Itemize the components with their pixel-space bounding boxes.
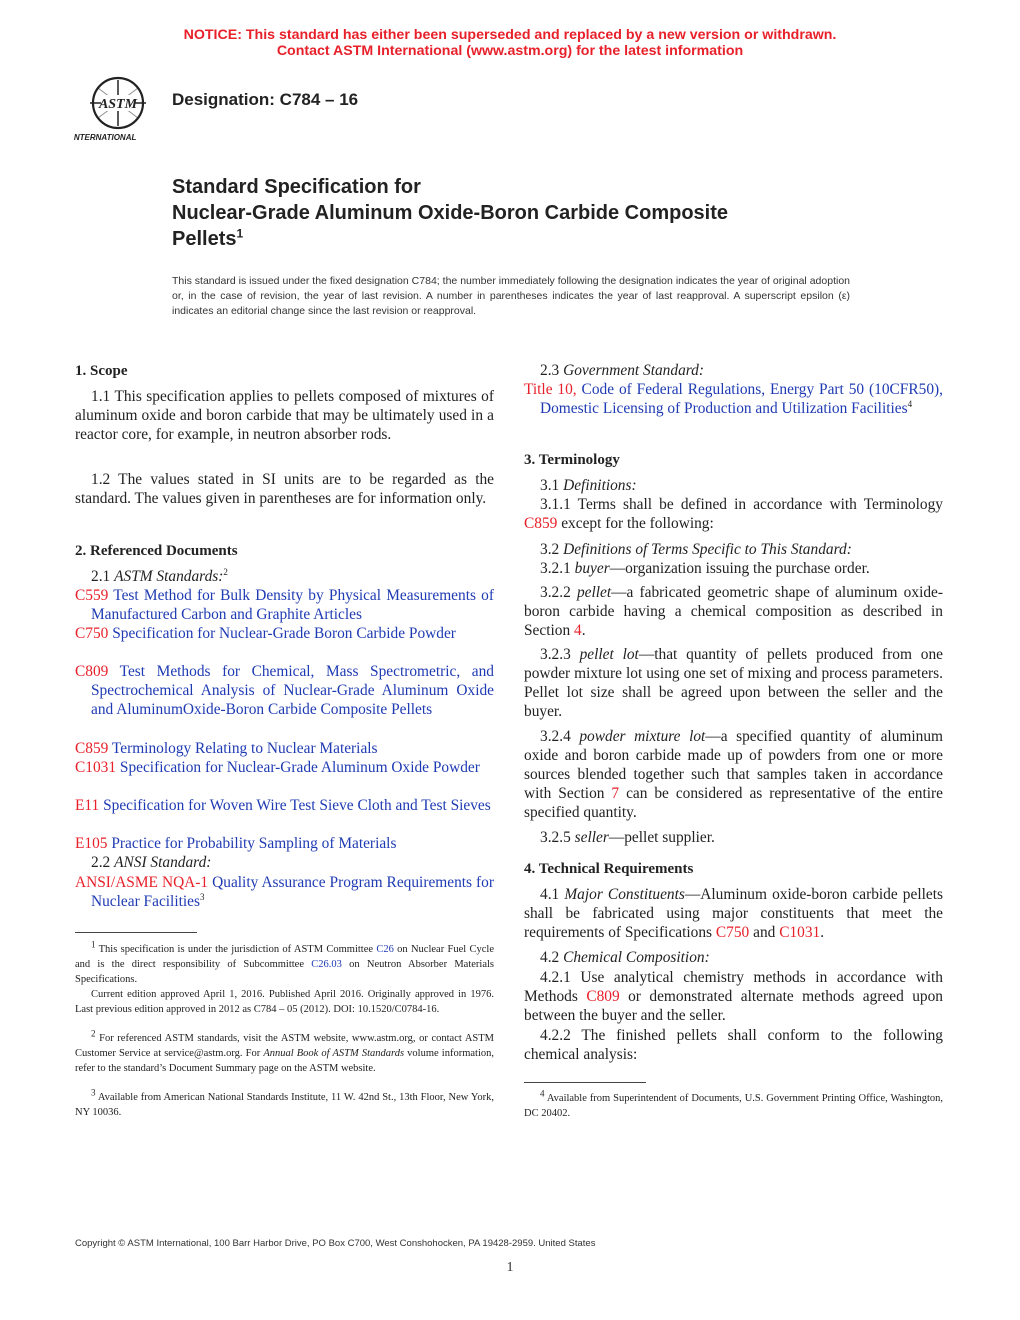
technical-heading: 4. Technical Requirements [524, 861, 694, 877]
notice-line-1: NOTICE: This standard has either been superseded and replaced by a new version or withdrawn. [183, 27, 837, 43]
chemical-composition-label: 4.2 Chemical Composition: [540, 949, 710, 966]
definitions-3-1: 3.1 Definitions: [540, 477, 637, 494]
title-line-1: Standard Specification for [172, 176, 421, 198]
scope-1-2: 1.2 The values stated in SI units are to be regarded as the standard. The values given in parentheses are for information only. [75, 471, 494, 507]
terminology-heading: 3. Terminology [524, 452, 620, 468]
footnote-4: $^4$ Available from Superintendent of Documents, U.S. Government Printing Office, Washington, DC 20402. [524, 1088, 943, 1119]
ansi-standard-label: 2.2 ANSI Standard: [91, 854, 212, 871]
ref-c1031[interactable]: C1031 Specification for Nuclear-Grade Aluminum Oxide Powder [75, 759, 480, 776]
ref-e105[interactable]: E105 Practice for Probability Sampling of Materials [75, 835, 397, 852]
scope-1-1: 1.1 This specification applies to pellets composed of mixtures of aluminum oxide and boron carbide that may be ultimately used in a reactor core, for example, in neutron absorber rods. [75, 388, 494, 443]
definition-seller: 3.2.5 seller—pellet supplier. [540, 829, 715, 846]
intro-paragraph: This standard is issued under the fixed designation C784; the number immediately following the designation indicates the year of original adoption or, in the case of revision, the year of last revision. A number in parentheses indicates the year of last reapproval. A superscript epsilon (ε) indicates an editorial change since the last revision or reapproval. [172, 275, 850, 317]
ref-c559[interactable]: C559 Test Method for Bulk Density by Physical Measurements of Manufactured Carbon and Graphite Articles [75, 587, 494, 623]
ref-c750[interactable]: C750 Specification for Nuclear-Grade Boron Carbide Powder [75, 625, 456, 642]
title-line-2: Nuclear-Grade Aluminum Oxide-Boron Carbide Composite [172, 202, 729, 224]
footnote-rule-right [524, 1082, 646, 1083]
footnote-3: $^3$ Available from American National Standards Institute, 11 W. 42nd St., 13th Floor, New York, NY 10036. [75, 1087, 494, 1118]
definition-buyer: 3.2.1 buyer—organization issuing the purchase order. [540, 560, 870, 577]
designation: Designation: C784 – 16 [172, 90, 359, 109]
title-line-3: Pellets [172, 228, 237, 250]
notice-line-2: Contact ASTM International (www.astm.org) for the latest information [276, 43, 744, 59]
logo-text: ASTM [98, 97, 138, 112]
major-constituents: 4.1 Major Constituents—Aluminum oxide-boron carbide pellets shall be fabricated using major constituents that meet the requirements of Specifications C750 and C1031. [524, 886, 943, 941]
footnote-2: $^2$ For referenced ASTM standards, visit the ASTM website, www.astm.org, or contact ASTM Customer Service at service@astm.org. For Annual Book of ASTM Standards volume information, refer to the standard’s Document Summary page on the ASTM website. [75, 1028, 494, 1074]
astm-standards-label: 2.1 ASTM Standards:$^2$ [91, 566, 228, 585]
ref-ansi-nqa1[interactable]: ANSI/ASME NQA-1 Quality Assurance Program Requirements for Nuclear Facilities$^3$ [75, 874, 494, 910]
definition-powder-mixture-lot: 3.2.4 powder mixture lot—a specified quantity of aluminum oxide and boron carbide made up of powders from one or more sources blended together such that samples taken in accordance with Section 7 can be considered as representative of the entire specified quantity. [524, 728, 943, 821]
page-number: 1 [506, 1260, 514, 1275]
ref-e11[interactable]: E11 Specification for Woven Wire Test Sieve Cloth and Test Sieves [75, 797, 491, 814]
chemical-composition-4-2-1: 4.2.1 Use analytical chemistry methods in accordance with Methods C809 or demonstrated alternate methods agreed upon between the buyer and the seller. [524, 969, 943, 1024]
scope-heading: 1. Scope [75, 363, 128, 379]
chemical-composition-4-2-2: 4.2.2 The finished pellets shall conform to the following chemical analysis: [524, 1027, 943, 1063]
ref-c859[interactable]: C859 Terminology Relating to Nuclear Materials [75, 740, 378, 757]
definition-3-1-1: 3.1.1 Terms shall be defined in accordance with Terminology C859 except for the following: [524, 496, 943, 532]
definition-pellet-lot: 3.2.3 pellet lot—that quantity of pellets produced from one powder mixture lot using one set of mixing and process parameters. Pellet lot size shall be agreed upon between the seller and the buyer. [524, 646, 943, 720]
government-standard-label: 2.3 Government Standard: [540, 362, 705, 379]
logo-subtext: INTERNATIONAL [74, 133, 137, 142]
definitions-3-2: 3.2 Definitions of Terms Specific to This Standard: [540, 541, 852, 558]
footnote-1: $^1$ This specification is under the jurisdiction of ASTM Committee C26 on Nuclear Fuel Cycle and is the direct responsibility of Subcommittee C26.03 on Neutron Absorber Materials Specifications. [75, 939, 494, 985]
ref-10cfr50[interactable]: Title 10, Code of Federal Regulations, Energy Part 50 (10CFR50), Domestic Licensing of Production and Utilization Facilities$^4$ [524, 381, 943, 417]
definition-pellet: 3.2.2 pellet—a fabricated geometric shape of aluminum oxide-boron carbide having a chemical composition as described in Section 4. [524, 584, 943, 639]
refdocs-heading: 2. Referenced Documents [75, 543, 238, 559]
right-column [524, 0, 943, 1320]
left-column [75, 0, 494, 1320]
ref-c809[interactable]: C809 Test Methods for Chemical, Mass Spectrometric, and Spectrochemical Analysis of Nuclear-Grade Aluminum Oxide and AluminumOxide-Boron Carbide Composite Pellets [75, 663, 494, 718]
title-footnote-mark: 1 [236, 226, 244, 241]
footnote-rule-left [75, 932, 197, 933]
footnote-1-edition: Current edition approved April 1, 2016. Published April 2016. Originally approved in 1976. Last previous edition approved in 2012 as C784 – 05 (2012). DOI: 10.1520/C0784-16. [75, 989, 494, 1015]
copyright-line: Copyright © ASTM International, 100 Barr Harbor Drive, PO Box C700, West Conshohocken, PA 19428-2959. United States [75, 1238, 596, 1249]
